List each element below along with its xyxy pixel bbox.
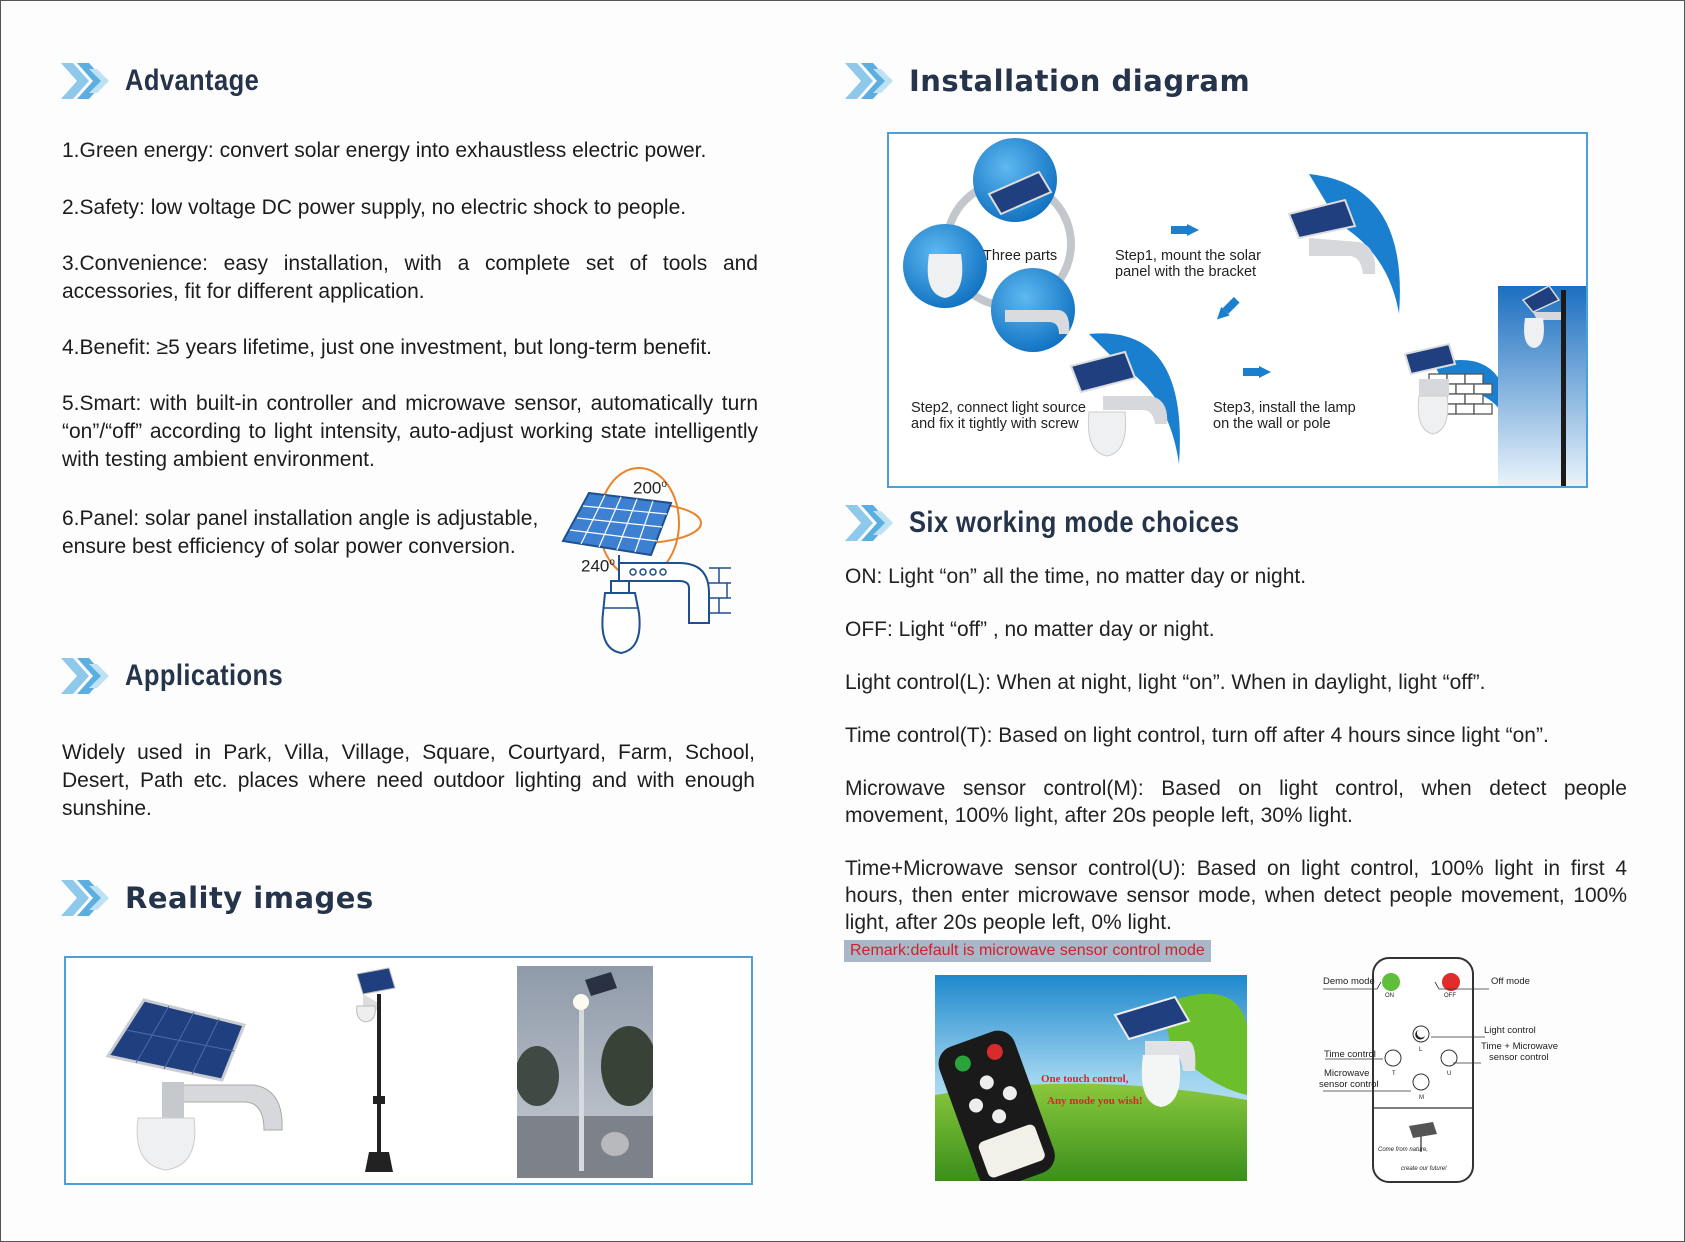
advantage-item-5: 5.Smart: with built-in controller and microwave sensor, automatically turn “on”/“off” according to light intensity, auto-adjust working state intelligently with testing ambient environment. xyxy=(62,392,758,471)
reality-heading xyxy=(59,876,374,920)
mode-off: OFF: Light “off” , no matter day or night. xyxy=(845,618,1215,641)
advantage-item-1: 1.Green energy: convert solar energy into exhaustless electric power. xyxy=(62,139,707,162)
angle-240-label xyxy=(581,555,615,575)
remote-leader-lines xyxy=(1319,971,1519,1101)
advantage-item-2: 2.Safety: low voltage DC power supply, no electric shock to people. xyxy=(62,196,687,219)
advantage-list xyxy=(62,137,758,474)
step1-line2: panel with the bracket xyxy=(1115,264,1257,280)
advantage-item-4: 4.Benefit: ≥5 years lifetime, just one investment, but long-term benefit. xyxy=(62,336,713,359)
remote-key-off: OFF xyxy=(1444,993,1456,999)
off-mode-label: Off mode xyxy=(1491,976,1530,987)
step3-line1: Step3, install the lamp xyxy=(1213,400,1356,416)
time-microwave-label-2: sensor control xyxy=(1489,1052,1549,1063)
chevron-arrows-icon xyxy=(843,501,897,545)
mode-time-control: Time control(T): Based on light control, turn off after 4 hours since light “on”. xyxy=(845,724,1549,747)
chevron-arrows-icon xyxy=(59,59,113,103)
chevron-arrows-icon xyxy=(59,876,113,920)
remote-key-m: M xyxy=(1419,1095,1424,1101)
microwave-label-2: sensor control xyxy=(1319,1079,1379,1090)
remark-badge: Remark:default is microwave sensor control mode xyxy=(844,940,1211,962)
mode-time-microwave-control: Time+Microwave sensor control(U): Based on light control, 100% light in first 4 hours, then enter microwave sensor mode, when detect people movement, 100% light, after 20s people left, 0% light. xyxy=(845,857,1627,934)
advantage-heading xyxy=(59,59,283,103)
degree-sign: o xyxy=(609,557,615,568)
mode-light-control: Light control(L): When at night, light “on”. When in daylight, light “off”. xyxy=(845,671,1486,694)
light-control-label: Light control xyxy=(1484,1025,1536,1036)
applications-text-wrap xyxy=(62,739,755,823)
remote-key-u: U xyxy=(1447,1071,1452,1077)
remote-tagline-1: Come from nature, xyxy=(1378,1147,1429,1153)
applications-text: Widely used in Park, Villa, Village, Square, Courtyard, Farm, School, Desert, Path etc. places where need outdoor lighting and with enough sunshine. xyxy=(62,741,755,820)
chevron-arrows-icon xyxy=(59,654,113,698)
reality-images-frame xyxy=(64,956,753,1185)
step2-line2: and fix it tightly with screw xyxy=(911,416,1079,432)
chevron-arrows-icon xyxy=(843,59,897,103)
three-parts-label: Three parts xyxy=(983,248,1058,264)
installation-diagram xyxy=(887,132,1588,488)
advantage-item-6-wrap xyxy=(62,505,552,561)
modes-title: Six working mode choices xyxy=(909,506,1240,539)
wall-lamp-photo xyxy=(104,990,314,1175)
step3-line2: on the wall or pole xyxy=(1213,416,1331,432)
time-microwave-label-1: Time + Microwave xyxy=(1481,1041,1558,1052)
applications-heading xyxy=(59,654,311,698)
pole-lamp-photo xyxy=(349,966,399,1176)
angle-200-label xyxy=(633,477,667,497)
street-photo xyxy=(517,966,653,1178)
advantage-title: Advantage xyxy=(125,64,260,97)
remote-tagline-2: create our future! xyxy=(1401,1166,1447,1172)
demo-mode-label: Demo mode xyxy=(1323,976,1375,987)
step2-line1: Step2, connect light source xyxy=(911,400,1086,416)
promo-line2: Any mode you wish! xyxy=(1047,1095,1143,1107)
mode-on: ON: Light “on” all the time, no matter day or night. xyxy=(845,565,1307,588)
degree-sign: o xyxy=(661,479,667,490)
microwave-label-1: Microwave xyxy=(1324,1068,1370,1079)
time-control-label: Time control xyxy=(1324,1049,1376,1060)
remote-key-l: L xyxy=(1419,1047,1423,1053)
angle-200-value: 200 xyxy=(633,478,662,498)
advantage-item-6: 6.Panel: solar panel installation angle is adjustable, ensure best efficiency of solar power conversion. xyxy=(62,507,539,558)
applications-title: Applications xyxy=(125,659,284,692)
installation-heading xyxy=(843,59,1250,103)
remote-key-t: T xyxy=(1392,1071,1396,1077)
mode-microwave-control: Microwave sensor control(M): Based on light control, when detect people movement, 100% light, after 20s people left, 30% light. xyxy=(845,777,1627,827)
reality-title: Reality images xyxy=(125,881,374,915)
advantage-item-3: 3.Convenience: easy installation, with a complete set of tools and accessories, fit for different application. xyxy=(62,252,758,303)
installation-title: Installation diagram xyxy=(909,64,1251,98)
modes-list xyxy=(845,563,1627,936)
step1-line1: Step1, mount the solar xyxy=(1115,248,1261,264)
angle-240-value: 240 xyxy=(581,556,610,576)
modes-heading xyxy=(843,501,1298,545)
promo-line1: One touch control, xyxy=(1041,1073,1129,1085)
installation-artwork xyxy=(889,134,1586,486)
remote-key-on: ON xyxy=(1385,993,1394,999)
